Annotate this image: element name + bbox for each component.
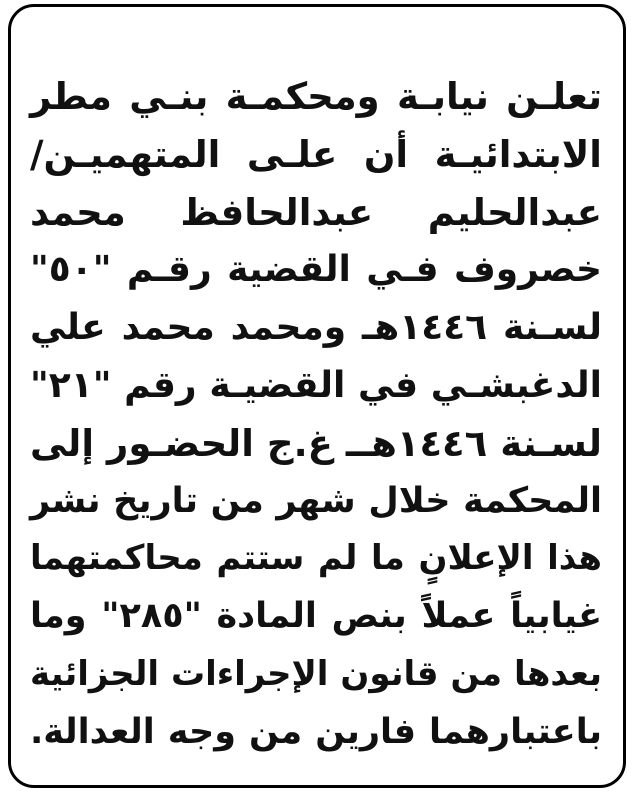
notice-line: الدغبشـي في القضيـة رقم "٢١"	[30, 364, 602, 406]
notice-line: عبدالحليم عبدالحافظ محمد	[30, 190, 602, 234]
notice-line: تعلـن نيابـة ومحكمـة بنـي مطر	[30, 75, 602, 118]
notice-line: لسـنة ١٤٤٦هـ ومحمد محمد علي	[30, 307, 602, 349]
notice-line: خصروف فـي القضية رقـم "٥٠"	[30, 249, 602, 291]
notice-line: باعتبارهما فارين من وجه العدالة.	[30, 711, 602, 752]
notice-line: غيابياً عملاً بنص المادة "٢٨٥" وما	[30, 596, 602, 637]
court-notice-text	[30, 68, 602, 762]
notice-line: الابتدائيـة أن علـى المتهميـن/	[30, 132, 602, 176]
notice-line: المحكمة خلال شهر من تاريخ نشر	[30, 480, 602, 521]
notice-line: بعدها من قانون الإجراءات الجزائية	[30, 653, 602, 694]
notice-line: لسـنة ١٤٤٦هــ غ.ج الحضـور إلى	[30, 421, 602, 465]
notice-line: هذا الإعلانٍ ما لم ستتم محاكمتهما	[30, 538, 602, 579]
